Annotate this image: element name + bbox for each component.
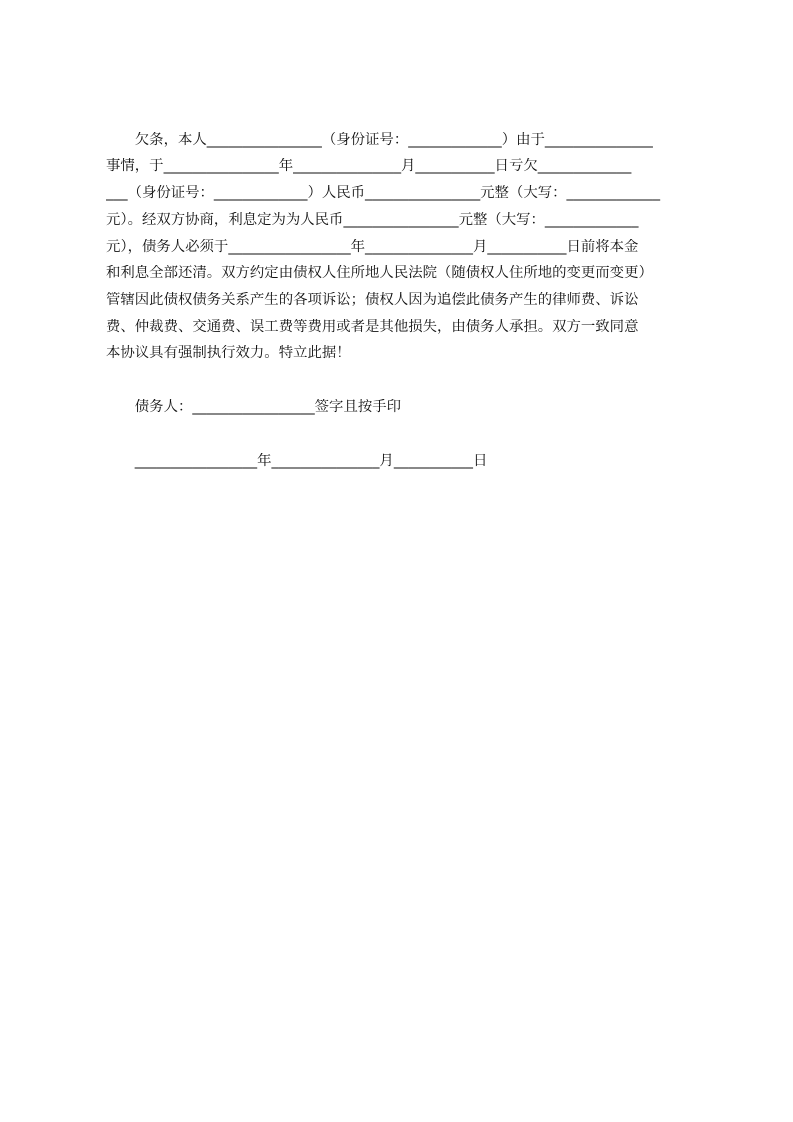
- iou-body-line-7: 管辖因此债权债务关系产生的各项诉讼；债权人因为追偿此债务产生的律师费、诉讼: [106, 292, 639, 308]
- iou-body-line-2: 事情，于________________年_______________月___________日亏欠_____________: [106, 158, 632, 174]
- iou-body-line-8: 费、仲裁费、交通费、误工费等费用或者是其他损失，由债务人承担。双方一致同意: [106, 319, 639, 335]
- iou-body-line-9: 本协议具有强制执行效力。特立此据！: [106, 345, 351, 361]
- debtor-signature-line: 债务人：_________________签字且按手印: [106, 399, 402, 415]
- date-line: _________________年_______________月___________日: [106, 453, 488, 469]
- iou-body-line-5: 元），债务人必须于_________________年_______________月___________日前将本金: [106, 239, 639, 255]
- iou-body-line-6: 和利息全部还清。双方约定由债权人住所地人民法院（随债权人住所地的变更而变更）: [106, 265, 653, 281]
- iou-body-line-3: ___（身份证号：_____________）人民币________________元整（大写：_____________: [106, 185, 661, 201]
- iou-body-line-1: 欠条，本人________________（身份证号：_____________）由于_______________: [106, 132, 653, 148]
- iou-body-line-4: 元）。经双方协商，利息定为为人民币________________元整（大写：_____________: [106, 212, 639, 228]
